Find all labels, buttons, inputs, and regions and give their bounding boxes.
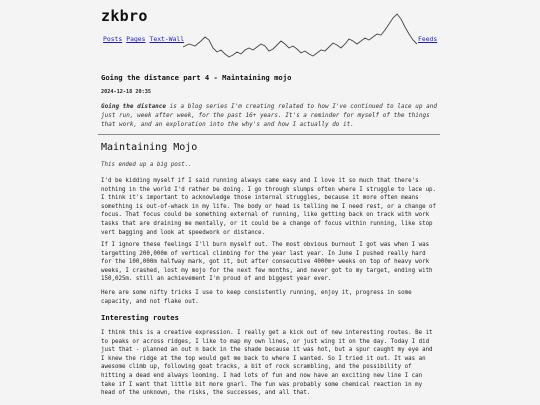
- paragraph: I'd be kidding myself if I said running always came easy and I love it so much that there's nothing in the world I'd rather be doing. I go through slumps often where I struggle to lace up. I think it's important to acknowledge those internal struggles, because it more often means something is out-of-whack in my life. The body or head is telling me I need rest, or a change of focus. That focus could be something external of running, like getting back on track with work tasks that are draining me mentally, or it could be a change of focus within running, like stop vert bagging and look at speedwork or distance.: [101, 178, 437, 236]
- subsection-heading: Interesting routes: [101, 313, 179, 322]
- elevation-profile-graphic: [183, 10, 418, 62]
- lead-text: This ended up a big post..: [101, 162, 192, 168]
- series-intro: [101, 102, 439, 130]
- nav-posts-link[interactable]: Posts: [103, 35, 123, 43]
- feeds-nav: [418, 35, 437, 43]
- main-nav: [103, 35, 188, 43]
- nav-feeds-link[interactable]: Feeds: [418, 35, 438, 43]
- paragraph: I think this is a creative expression. I really get a kick out of new interesting routes. Be it to peaks or across ridges, I like to map my own lines, or just wing it on the day. Today I did just that - planned an out n back in the shade because it was hot, but a spur caught my eye and I knew the ridge at the top would get me back to where I wanted. So I tried it out. It was an awesome climb up, following goat tracks, a bit of rock scrambling, and the possibility of hitting a dead end always looming. I had lots of fun and now have an exciting new line I can take if I want that little bit more gnarl. The fun was probably some chemical reaction in my head of the unknown, the risks, the successes, and all that.: [101, 330, 433, 397]
- post-title: Going the distance part 4 - Maintaining mojo: [101, 73, 292, 82]
- section-heading: Maintaining Mojo: [101, 142, 198, 153]
- site-title[interactable]: zkbro: [101, 7, 148, 25]
- series-name: Going the distance: [101, 103, 167, 110]
- series-description: is a blog series I'm creating related to how I've continued to lace up and just run, week after week, for the past 16+ years. It's a reminder for myself of the things that work, and an exploration into the why's and how I actually do it.: [101, 103, 437, 129]
- nav-pages-link[interactable]: Pages: [126, 35, 146, 43]
- post-date: 2024-12-18 20:35: [101, 89, 151, 95]
- divider: [98, 134, 440, 135]
- paragraph: If I ignore these feelings I'll burn myself out. The most obvious burnout I got was when I was targetting 200,000m of vertical climbing for the year last year. In June I pushed really hard for the 100,000m halfway mark, got it, but after consecutive 4000m+ weeks on top of heavy work weeks, I crashed, lost my mojo for the next few months, and never got to my target, ending with 150,025m. still an achievement I'm proud of and biggest year ever.: [101, 242, 433, 283]
- nav-text-wall-link[interactable]: Text-Wall: [149, 35, 185, 43]
- paragraph: Here are some nifty tricks I use to keep consistently running, enjoy it, progress in some capacity, and not flake out.: [101, 290, 412, 305]
